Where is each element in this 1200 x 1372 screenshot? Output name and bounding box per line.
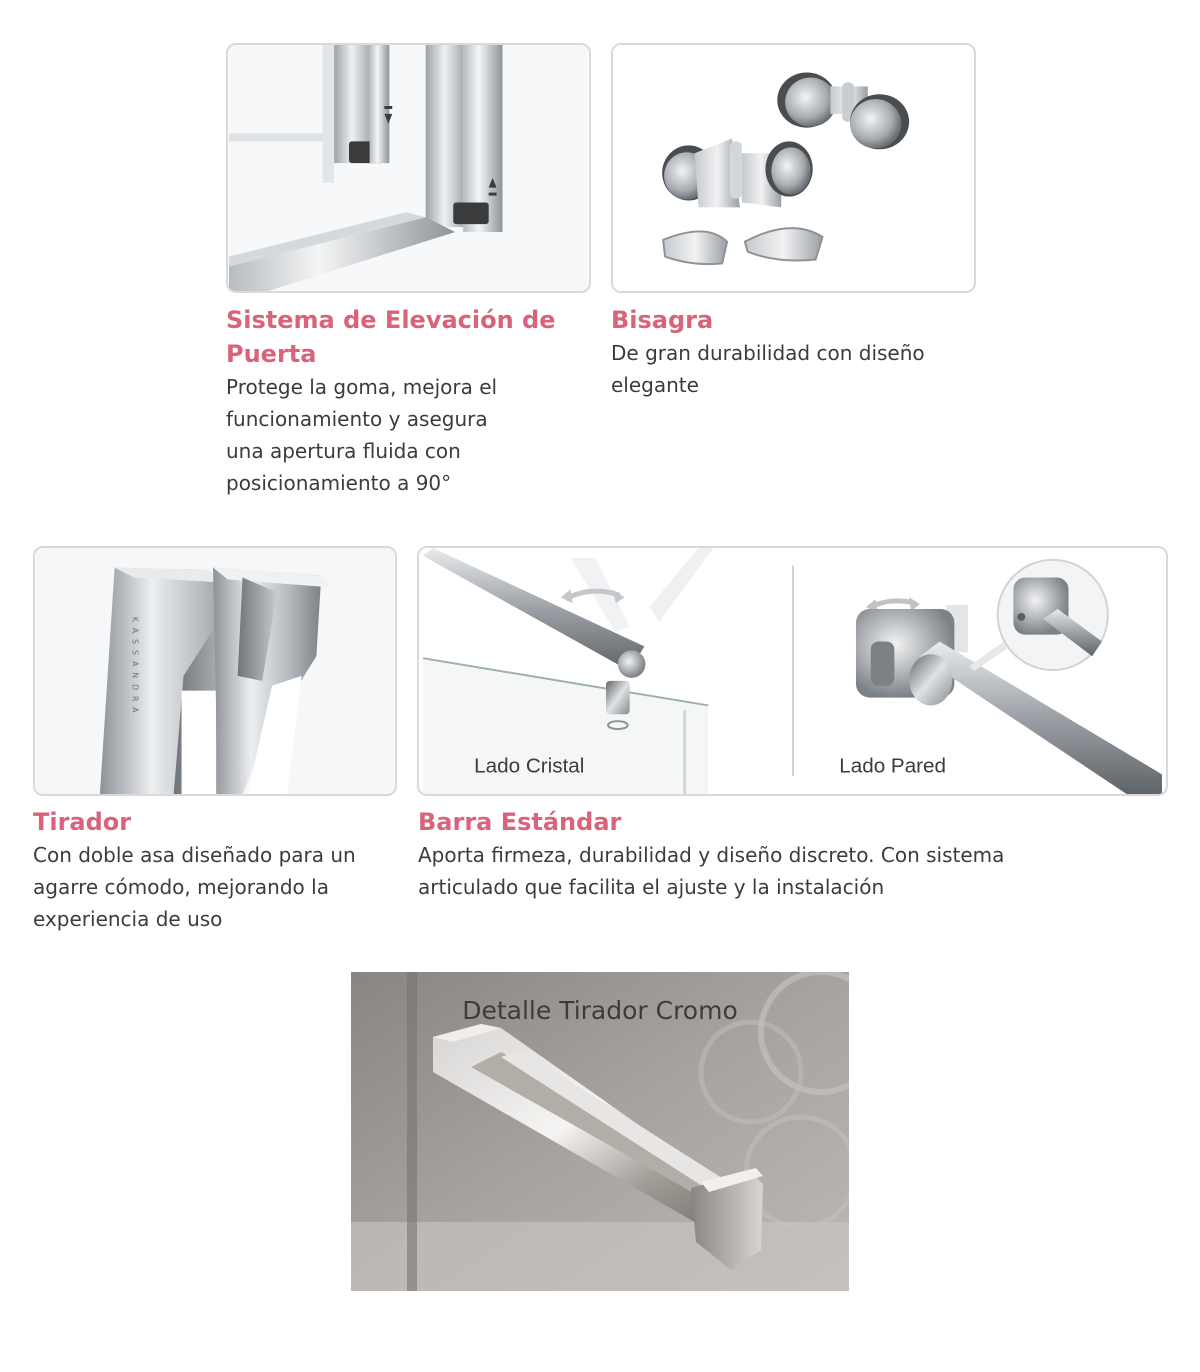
handle-image-card <box>33 546 397 796</box>
feature-description-hinge: De gran durabilidad con diseño elegante <box>611 341 925 397</box>
feature-title-bar: Barra Estándar <box>418 808 622 836</box>
feature-title-door-lift: Sistema de Elevación de Puerta <box>226 306 556 368</box>
door-lift-illustration <box>228 45 589 291</box>
chrome-handle-caption: Detalle Tirador Cromo <box>462 996 738 1025</box>
feature-description-handle: Con doble asa diseñado para un agarre cómodo, mejorando la experiencia de uso <box>33 843 356 931</box>
hinge-image-card <box>611 43 976 293</box>
wall-side-label: Lado Pared <box>839 754 947 778</box>
handle-engraving: KASSANDRA <box>130 616 140 719</box>
bar-illustration <box>419 548 1166 794</box>
feature-description-bar: Aporta firmeza, durabilidad y diseño discreto. Con sistema articulado que facilita el ajuste y la instalación <box>418 843 1005 899</box>
feature-title-hinge: Bisagra <box>611 306 714 334</box>
bar-image-card <box>417 546 1168 796</box>
feature-title-handle: Tirador <box>33 808 132 836</box>
handle-illustration <box>35 548 395 794</box>
glass-side-label: Lado Cristal <box>474 754 585 778</box>
door-lift-image-card <box>226 43 591 293</box>
hinge-illustration <box>613 45 974 291</box>
feature-description-door-lift: Protege la goma, mejora el funcionamiento y asegura una apertura fluida con posicionamiento a 90° <box>226 375 498 495</box>
